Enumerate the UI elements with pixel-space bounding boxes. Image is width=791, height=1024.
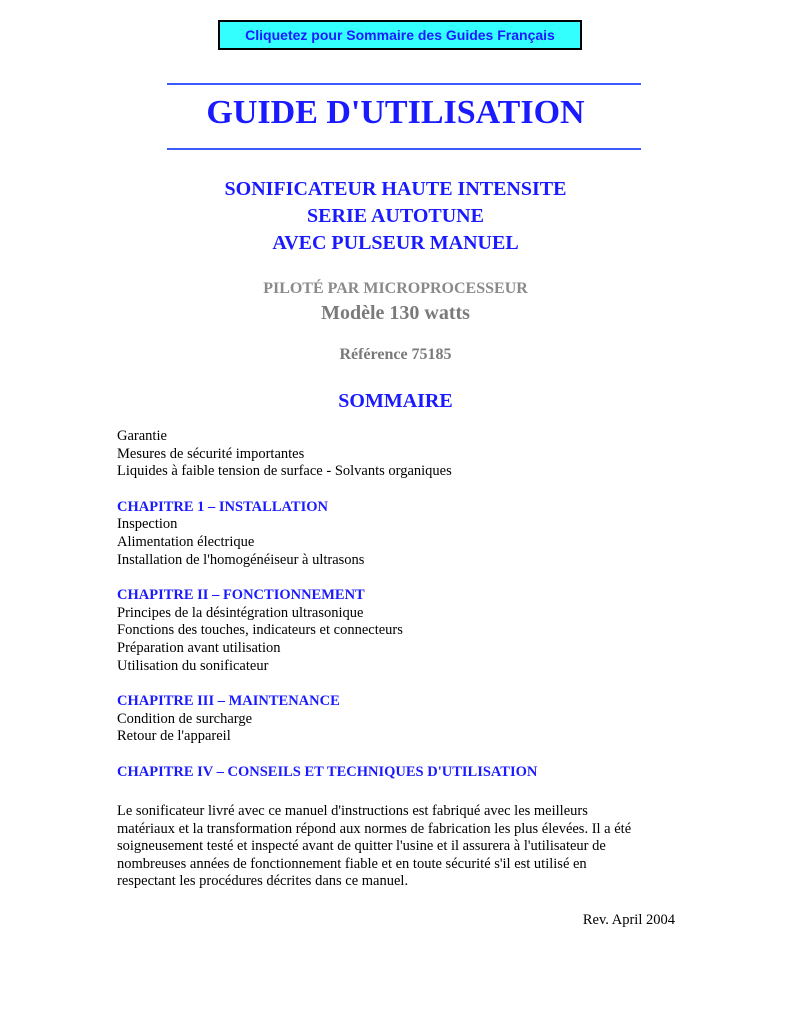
french-guides-index-link[interactable]: Cliquetez pour Sommaire des Guides Français [218,20,582,50]
toc-item-warranty[interactable]: Garantie [117,428,167,444]
product-name [0,176,791,257]
toc-item-low-surface-tension-liquids[interactable]: Liquides à faible tension de surface - Solvants organiques [117,463,452,480]
title-rule-bottom [167,148,641,150]
toc-item-disintegration-principles[interactable]: Principes de la désintégration ultrasonique [117,604,364,621]
toc-chapter-4-title[interactable]: CHAPITRE IV – CONSEILS ET TECHNIQUES D'UTILISATION [117,763,538,780]
toc-item-homogenizer-installation[interactable]: Installation de l'homogénéiseur à ultrasons [117,551,365,568]
intro-paragraph: Le sonificateur livré avec ce manuel d'instructions est fabriqué avec les meilleurs matériaux et la transformation répond aux normes de fabrication les plus élevées. Il a été soigneusement testé et inspecté avant de quitter l'usine et il assurera à l'utilisateur de nombreuses années de fonctionnement fiable et en toute sécurité s'il est utilisé en respectant les procédures décrites dans ce manuel. [117,803,632,890]
toc-chapter-4-group [117,764,677,782]
toc-item-key-functions[interactable]: Fonctions des touches, indicateurs et connecteurs [117,622,403,639]
reference-label: Référence 75185 [339,346,452,363]
toc-item-inspection[interactable]: Inspection [117,516,178,533]
revision-date: Rev. April 2004 [582,912,675,928]
toc-intro-group [117,428,677,481]
product-name-line-2: SERIE AUTOTUNE [307,205,484,227]
title-rule-top [167,83,641,85]
table-of-contents [117,428,677,800]
page-title: GUIDE D'UTILISATION [206,94,585,131]
toc-item-device-return[interactable]: Retour de l'appareil [117,728,231,745]
product-name-line-3: AVEC PULSEUR MANUEL [272,232,519,254]
toc-chapter-1-title[interactable]: CHAPITRE 1 – INSTALLATION [117,498,328,515]
toc-chapter-2-group [117,587,677,675]
toc-chapter-3-title[interactable]: CHAPITRE III – MAINTENANCE [117,693,340,710]
toc-item-safety-measures[interactable]: Mesures de sécurité importantes [117,445,305,462]
toc-item-sonicator-usage[interactable]: Utilisation du sonificateur [117,657,269,674]
toc-item-overload-condition[interactable]: Condition de surcharge [117,710,253,727]
model-label: Modèle 130 watts [321,302,470,324]
toc-chapter-3-group [117,693,677,746]
piloted-subtitle: PILOTÉ PAR MICROPROCESSEUR [263,280,528,297]
toc-item-preparation[interactable]: Préparation avant utilisation [117,639,281,656]
summary-title: SOMMAIRE [338,390,453,412]
toc-chapter-2-title[interactable]: CHAPITRE II – FONCTIONNEMENT [117,587,365,604]
toc-chapter-1-group [117,499,677,569]
product-name-line-1: SONIFICATEUR HAUTE INTENSITE [224,178,567,200]
toc-item-power-supply[interactable]: Alimentation électrique [117,533,255,550]
